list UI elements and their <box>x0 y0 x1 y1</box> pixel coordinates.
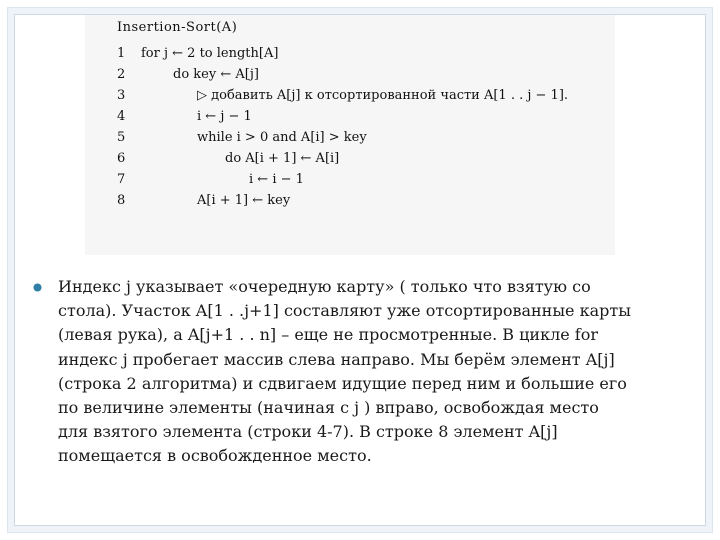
paragraph-line: помещается в освобожденное место. <box>58 446 372 466</box>
bullet-paragraph <box>58 275 698 469</box>
line-number: 3 <box>117 88 126 103</box>
line-number: 6 <box>117 151 126 166</box>
bullet-dot-icon <box>33 283 42 292</box>
paragraph-line: (строка 2 алгоритма) и сдвигаем идущие перед ним и большие его <box>58 373 627 393</box>
line-code: while i > 0 and A[i] > key <box>197 130 367 145</box>
line-code: do key ← A[j] <box>173 67 259 82</box>
line-code: do A[i + 1] ← A[i] <box>225 151 340 166</box>
algorithm-figure <box>85 15 615 255</box>
paragraph-line: по величине элементы (начиная с j ) вправо, освобождая место <box>58 398 599 418</box>
paragraph-line: (левая рука), а A[j+1 . . n] – еще не просмотренные. В цикле for <box>58 325 599 345</box>
line-number: 1 <box>117 46 126 61</box>
line-number: 7 <box>117 172 126 187</box>
line-number: 4 <box>117 109 126 124</box>
line-code: for j ← 2 to length[A] <box>141 46 279 61</box>
paragraph-line: для взятого элемента (строки 4-7). В строке 8 элемент A[j] <box>58 422 558 442</box>
line-code: A[i + 1] ← key <box>197 193 291 208</box>
line-code: ▷ добавить A[j] к отсортированной части A[1 . . j − 1]. <box>197 88 569 103</box>
paragraph-line: стола). Участок A[1 . .j+1] составляют уже отсортированные карты <box>58 301 631 321</box>
line-number: 8 <box>117 193 126 208</box>
line-number: 5 <box>117 130 126 145</box>
paragraph-line: индекс j пробегает массив слева направо. Мы берём элемент A[j] <box>58 349 615 369</box>
paragraph-line: Индекс j указывает «очередную карту» ( только что взятую со <box>58 277 591 296</box>
line-code: i ← j − 1 <box>197 109 252 124</box>
line-code: i ← i − 1 <box>249 172 304 187</box>
algorithm-title: Insertion-Sort(A) <box>117 20 238 35</box>
line-number: 2 <box>117 67 126 82</box>
